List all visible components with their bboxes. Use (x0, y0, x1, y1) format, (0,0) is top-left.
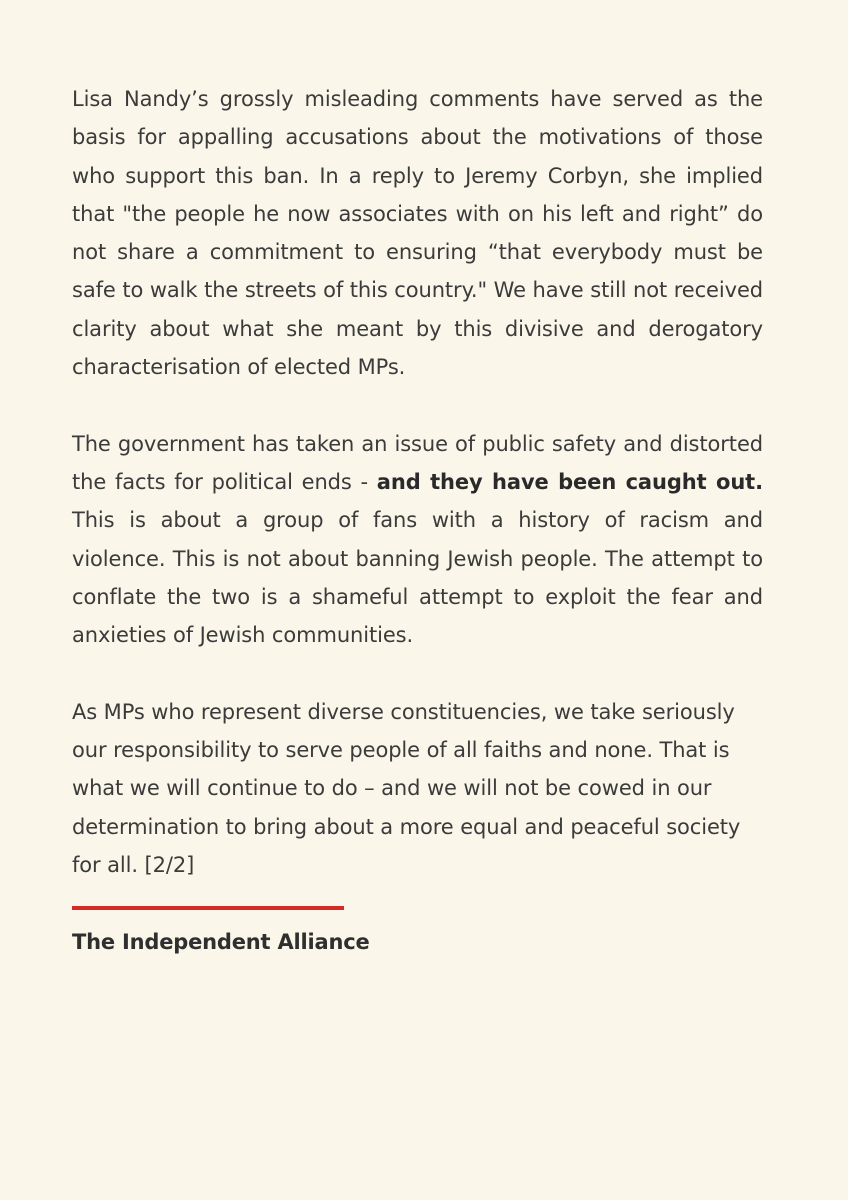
signature: The Independent Alliance (72, 930, 370, 955)
red-divider-rule (72, 906, 344, 910)
paragraph-2-text-end: This is about a group of fans with a history of racism and violence. This is not about banning Jewish people. The attempt to conflate the two is a shameful attempt to exploit the fear and anxieties of Jewish communities. (72, 508, 763, 648)
paragraph-1: Lisa Nandy’s grossly misleading comments have served as the basis for appalling accusations about the motivations of those who support this ban. In a reply to Jeremy Corbyn, she implied that "the people he now associates with on his left and right” do not share a commitment to ensuring “that everybody must be safe to walk the streets of this country." We have still not received clarity about what she meant by this divisive and derogatory characterisation of elected MPs. (72, 87, 763, 380)
statement-document (72, 80, 763, 954)
paragraph-2-bold-text: and they have been caught out. (376, 469, 763, 494)
paragraph-2-text-start: The government has taken an issue of public safety and distorted the facts for political ends - (72, 431, 763, 494)
paragraph-2 (72, 425, 763, 655)
paragraph-3: As MPs who represent diverse constituencies, we take seriously our responsibility to serve people of all faiths and none. That is what we will continue to do – and we will not be cowed in our determination to bring about a more equal and peaceful society for all. [2/2] (72, 699, 741, 877)
